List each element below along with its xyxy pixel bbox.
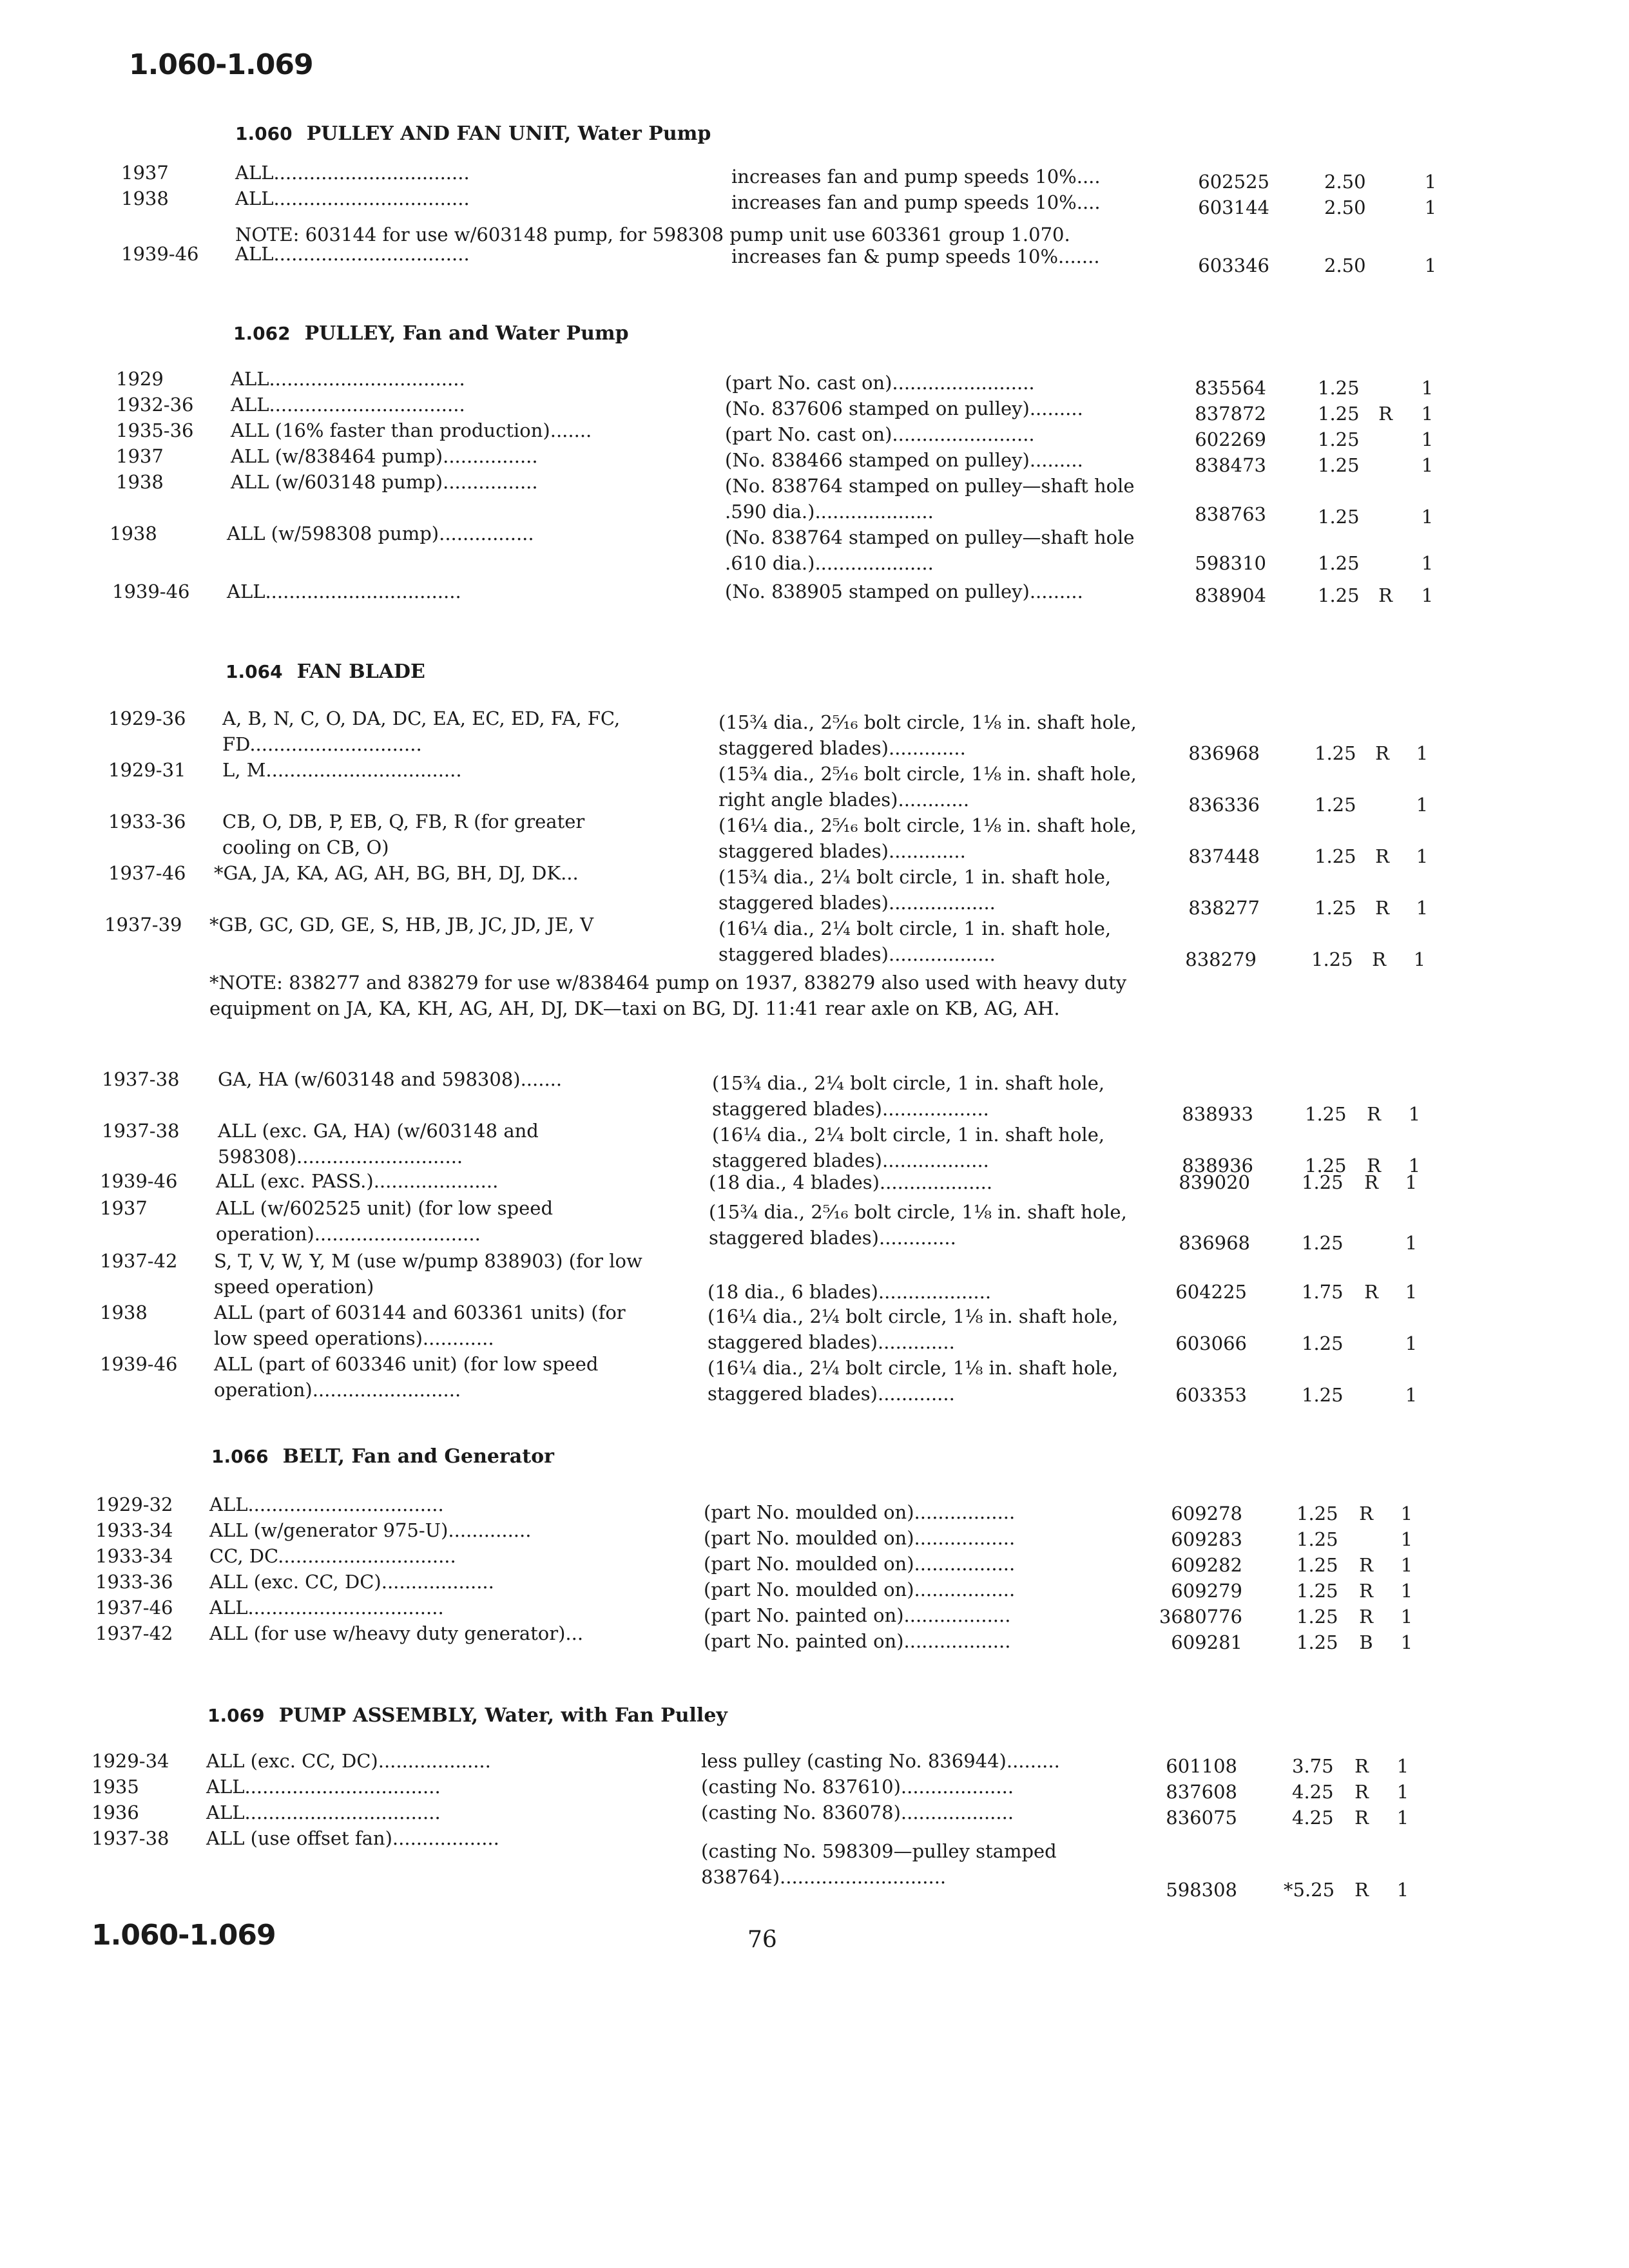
entry-model: ALL................................. [206,1802,441,1823]
entry-flag: R [1367,1103,1381,1125]
entry-model: ALL (part of 603144 and 603361 units) (for low speed operations)............ [214,1302,626,1349]
section-code: 1.062 [233,323,291,344]
entry-price: 1.25 [1305,1155,1347,1177]
entry-part: 609282 [1171,1554,1242,1576]
entry-flag: R [1378,584,1393,606]
entry-desc: (part No. moulded on)................. [704,1553,1016,1575]
entry-price: 1.25 [1315,845,1356,867]
entry-qty: 1 [1421,454,1434,476]
entry-part: 836968 [1188,742,1260,764]
entry-year: 1936 [92,1802,139,1823]
entry-model: ALL................................. [235,187,470,209]
entry-model: ALL (exc. CC, DC)................... [206,1750,491,1772]
entry-model: ALL (w/generator 975-U).............. [209,1519,532,1541]
entry-qty: 1 [1416,794,1429,816]
entry-desc: (No. 837606 stamped on pulley)......... [725,398,1083,419]
entry-year: 1929-36 [108,707,186,729]
entry-flag: R [1354,1879,1369,1901]
entry-price: 1.25 [1315,794,1356,816]
entry-qty: 1 [1421,552,1434,574]
entry-part: 603144 [1198,197,1269,218]
entry-desc: less pulley (casting No. 836944)......... [701,1750,1060,1772]
entry-year: 1929-31 [108,759,186,781]
entry-model: ALL................................. [231,394,465,416]
entry-qty: 1 [1413,948,1426,970]
entry-part: 838279 [1185,948,1257,970]
section-code: 1.060 [235,123,293,144]
entry-desc: (16¼ dia., 2¼ bolt circle, 1⅛ in. shaft hole, staggered blades)............. [708,1305,1119,1353]
entry-flag: R [1359,1503,1373,1524]
section-note: NOTE: 603144 for use w/603148 pump, for 598308 pump unit use 603361 group 1.070. [235,224,1070,245]
entry-price: 1.25 [1318,506,1360,528]
entry-model: CB, O, DB, P, EB, Q, FB, R (for greater cooling on CB, O) [222,811,585,858]
entry-model: ALL (exc. GA, HA) (w/603148 and 598308)............................ [218,1120,539,1168]
entry-price: 1.75 [1302,1281,1344,1303]
entry-part: 838277 [1188,897,1260,919]
entry-part: 598310 [1195,552,1266,574]
entry-price: 1.25 [1302,1332,1344,1354]
entry-flag: R [1359,1580,1373,1602]
entry-year: 1929-34 [92,1750,169,1772]
entry-year: 1929-32 [95,1494,173,1515]
entry-model: ALL (for use w/heavy duty generator)... [209,1622,584,1644]
entry-desc: (18 dia., 4 blades)................... [709,1171,993,1193]
entry-desc: (part No. moulded on)................. [704,1527,1016,1549]
entry-price: 2.50 [1324,255,1366,276]
entry-desc: (part No. moulded on)................. [704,1579,1016,1600]
entry-year: 1939-46 [100,1170,178,1192]
entry-model: GA, HA (w/603148 and 598308)....... [218,1068,563,1090]
entry-desc: (16¼ dia., 2¼ bolt circle, 1⅛ in. shaft hole, staggered blades)............. [708,1357,1119,1405]
entry-price: 1.25 [1315,742,1356,764]
entry-model: ALL (w/838464 pump)................ [231,445,538,467]
entry-flag: R [1372,948,1386,970]
entry-desc: (part No. painted on).................. [704,1604,1011,1626]
entry-flag: R [1375,897,1389,919]
page-number: 76 [747,1927,777,1953]
entry-year: 1939-46 [121,243,199,265]
entry-year: 1937-46 [95,1597,173,1619]
entry-desc: increases fan and pump speeds 10%.... [731,166,1101,187]
entry-qty: 1 [1421,584,1434,606]
entry-price: 1.25 [1315,897,1356,919]
section-title [211,1445,554,1468]
entry-model: A, B, N, C, O, DA, DC, EA, EC, ED, FA, FC, FD............................. [222,707,621,755]
entry-desc: (15¾ dia., 2⁵⁄₁₆ bolt circle, 1⅛ in. shaft hole, staggered blades)............. [709,1201,1127,1249]
entry-qty: 1 [1424,255,1437,276]
entry-model: ALL................................. [235,243,470,265]
entry-qty: 1 [1400,1503,1413,1524]
entry-year: 1932-36 [116,394,194,416]
entry-desc: (No. 838466 stamped on pulley)......... [725,449,1083,471]
entry-qty: 1 [1400,1554,1413,1576]
section-note: *NOTE: 838277 and 838279 for use w/838464 pump on 1937, 838279 also used with heavy duty equipment on JA, KA, KH, AG, AH, DJ, DK—taxi on BG, DJ. 11:41 rear axle on KB, AG, AH. [209,972,1127,1019]
entry-price: 1.25 [1318,377,1360,399]
entry-qty: 1 [1400,1606,1413,1628]
entry-year: 1937 [100,1197,148,1219]
entry-flag: R [1359,1606,1373,1628]
entry-qty: 1 [1400,1631,1413,1653]
entry-year: 1933-34 [95,1519,173,1541]
entry-part: 604225 [1175,1281,1247,1303]
entry-year: 1933-36 [108,811,186,832]
entry-qty: 1 [1396,1755,1409,1777]
entry-qty: 1 [1416,845,1429,867]
entry-qty: 1 [1408,1103,1421,1125]
entry-model: ALL................................. [231,368,465,390]
entry-price: 4.25 [1292,1807,1334,1829]
entry-qty: 1 [1396,1807,1409,1829]
entry-part: 837448 [1188,845,1260,867]
entry-price: 1.25 [1296,1528,1338,1550]
entry-part: 838936 [1182,1155,1253,1177]
entry-part: 603346 [1198,255,1269,276]
entry-desc: (16¼ dia., 2⁵⁄₁₆ bolt circle, 1⅛ in. shaft hole, staggered blades)............. [718,814,1137,862]
entry-qty: 1 [1400,1580,1413,1602]
entry-flag: R [1378,403,1393,425]
entry-price: 1.25 [1318,454,1360,476]
entry-price: 4.25 [1292,1781,1334,1803]
entry-year: 1939-46 [100,1353,178,1375]
entry-model: ALL (exc. CC, DC)................... [209,1571,494,1593]
entry-price: 1.25 [1318,428,1360,450]
entry-part: 835564 [1195,377,1266,399]
entry-price: 1.25 [1296,1503,1338,1524]
entry-model: ALL................................. [206,1776,441,1798]
entry-part: 601108 [1166,1755,1237,1777]
entry-price: 1.25 [1302,1171,1344,1193]
entry-model: L, M................................. [222,759,462,781]
entry-year: 1938 [100,1302,148,1323]
entry-year: 1938 [121,187,169,209]
page-footer-code: 1.060-1.069 [92,1919,276,1952]
entry-desc: (casting No. 837610)................... [701,1776,1014,1798]
entry-desc: (part No. cast on)........................ [725,372,1035,394]
entry-qty: 1 [1405,1232,1418,1254]
entry-flag: R [1364,1281,1378,1303]
entry-desc: (15¾ dia., 2¼ bolt circle, 1 in. shaft hole, staggered blades).................. [718,866,1112,914]
entry-desc: (16¼ dia., 2¼ bolt circle, 1 in. shaft hole, staggered blades).................. [718,918,1112,965]
entry-part: 839020 [1179,1171,1250,1193]
entry-year: 1937-39 [104,914,182,936]
entry-qty: 1 [1421,377,1434,399]
entry-part: 836968 [1179,1232,1250,1254]
entry-year: 1929 [116,368,164,390]
entry-part: 609279 [1171,1580,1242,1602]
entry-desc: (15¾ dia., 2⁵⁄₁₆ bolt circle, 1⅛ in. shaft hole, right angle blades)............ [718,763,1137,811]
entry-model: S, T, V, W, Y, M (use w/pump 838903) (for low speed operation) [214,1250,642,1298]
page-header-code: 1.060-1.069 [129,48,313,81]
section-name: PUMP ASSEMBLY, Water, with Fan Pulley [278,1704,728,1727]
entry-qty: 1 [1421,506,1434,528]
entry-price: 1.25 [1302,1232,1344,1254]
entry-part: 838763 [1195,503,1266,525]
entry-price: 1.25 [1318,552,1360,574]
entry-desc: (15¾ dia., 2⁵⁄₁₆ bolt circle, 1⅛ in. shaft hole, staggered blades)............. [718,711,1137,759]
entry-part: 838473 [1195,454,1266,476]
entry-model: ALL (exc. PASS.)..................... [216,1170,499,1192]
entry-year: 1933-34 [95,1545,173,1567]
entry-price: 1.25 [1296,1580,1338,1602]
section-name: PULLEY AND FAN UNIT, Water Pump [306,122,711,145]
entry-price: 1.25 [1296,1631,1338,1653]
section-name: FAN BLADE [296,660,425,683]
entry-part: 836075 [1166,1807,1237,1829]
entry-part: 836336 [1188,794,1260,816]
entry-model: ALL (w/603148 pump)................ [231,471,538,493]
entry-desc: (casting No. 598309—pulley stamped 838764)............................ [701,1840,1057,1888]
entry-part: 609283 [1171,1528,1242,1550]
entry-flag: R [1354,1781,1369,1803]
entry-model: ALL (w/602525 unit) (for low speed operation)............................ [216,1197,554,1245]
entry-desc: (casting No. 836078)................... [701,1802,1014,1823]
entry-price: 3.75 [1292,1755,1334,1777]
entry-price: 1.25 [1305,1103,1347,1125]
section-title [235,122,711,145]
entry-model: ALL (use offset fan).................. [206,1827,499,1849]
entry-model: ALL (16% faster than production)....... [231,419,592,441]
section-name: PULLEY, Fan and Water Pump [304,322,629,345]
entry-flag: R [1364,1171,1378,1193]
entry-part: 602269 [1195,428,1266,450]
entry-part: 837872 [1195,403,1266,425]
entry-model: ALL................................. [209,1597,444,1619]
entry-qty: 1 [1405,1281,1418,1303]
entry-qty: 1 [1396,1781,1409,1803]
section-code: 1.066 [211,1446,269,1467]
entry-desc: (16¼ dia., 2¼ bolt circle, 1 in. shaft hole, staggered blades).................. [712,1124,1105,1171]
entry-year: 1938 [116,471,164,493]
entry-part: 603066 [1175,1332,1247,1354]
entry-price: 1.25 [1318,584,1360,606]
entry-year: 1937 [116,445,164,467]
entry-part: 837608 [1166,1781,1237,1803]
entry-year: 1937-38 [102,1068,180,1090]
entry-flag: R [1354,1755,1369,1777]
entry-year: 1939-46 [112,581,190,602]
entry-qty: 1 [1400,1528,1413,1550]
entry-price: *5.25 [1284,1879,1335,1901]
entry-year: 1933-36 [95,1571,173,1593]
entry-part: 838904 [1195,584,1266,606]
entry-model: ALL (part of 603346 unit) (for low speed operation)......................... [214,1353,599,1401]
entry-year: 1938 [110,523,157,544]
entry-price: 2.50 [1324,171,1366,193]
entry-model: *GB, GC, GD, GE, S, HB, JB, JC, JD, JE, V [209,914,594,936]
entry-year: 1937-38 [92,1827,169,1849]
entry-desc: (No. 838905 stamped on pulley)......... [725,581,1083,602]
entry-part: 602525 [1198,171,1269,193]
entry-qty: 1 [1424,171,1437,193]
section-title [233,322,629,345]
entry-model: ALL................................. [209,1494,444,1515]
entry-part: 603353 [1175,1384,1247,1406]
entry-flag: R [1375,845,1389,867]
entry-year: 1937 [121,162,169,184]
entry-year: 1937-46 [108,862,186,884]
entry-year: 1937-42 [100,1250,178,1272]
entry-flag: R [1375,742,1389,764]
entry-year: 1937-42 [95,1622,173,1644]
entry-desc: (No. 838764 stamped on pulley—shaft hole .610 dia.).................... [725,526,1135,574]
entry-price: 1.25 [1296,1606,1338,1628]
section-code: 1.069 [207,1705,265,1726]
entry-qty: 1 [1405,1332,1418,1354]
entry-model: ALL................................. [227,581,461,602]
entry-flag: B [1359,1631,1373,1653]
entry-desc: increases fan and pump speeds 10%.... [731,191,1101,213]
entry-year: 1937-38 [102,1120,180,1142]
entry-qty: 1 [1421,428,1434,450]
entry-desc: (No. 838764 stamped on pulley—shaft hole .590 dia.).................... [725,475,1135,523]
entry-desc: (part No. moulded on)................. [704,1501,1016,1523]
entry-price: 1.25 [1302,1384,1344,1406]
entry-qty: 1 [1416,742,1429,764]
section-name: BELT, Fan and Generator [282,1445,554,1468]
entry-model: ALL (w/598308 pump)................ [227,523,534,544]
entry-desc: (15¾ dia., 2¼ bolt circle, 1 in. shaft hole, staggered blades).................. [712,1072,1105,1120]
entry-desc: (part No. painted on).................. [704,1630,1011,1652]
section-title [207,1704,728,1727]
entry-price: 1.25 [1296,1554,1338,1576]
entry-flag: R [1359,1554,1373,1576]
entry-qty: 1 [1424,197,1437,218]
entry-model: ALL................................. [235,162,470,184]
entry-qty: 1 [1405,1384,1418,1406]
entry-flag: R [1354,1807,1369,1829]
entry-qty: 1 [1421,403,1434,425]
entry-price: 1.25 [1318,403,1360,425]
entry-flag: R [1367,1155,1381,1177]
entry-year: 1935 [92,1776,139,1798]
entry-desc: (part No. cast on)........................ [725,423,1035,445]
section-code: 1.064 [226,661,283,682]
entry-part: 609278 [1171,1503,1242,1524]
entry-desc: (18 dia., 6 blades)................... [708,1281,992,1303]
entry-part: 609281 [1171,1631,1242,1653]
entry-model: CC, DC.............................. [209,1545,456,1567]
entry-part: 838933 [1182,1103,1253,1125]
entry-desc: increases fan & pump speeds 10%....... [731,245,1100,267]
entry-qty: 1 [1416,897,1429,919]
entry-price: 1.25 [1311,948,1353,970]
section-title [226,660,425,683]
entry-qty: 1 [1408,1155,1421,1177]
entry-qty: 1 [1396,1879,1409,1901]
entry-price: 2.50 [1324,197,1366,218]
entry-qty: 1 [1405,1171,1418,1193]
entry-model: *GA, JA, KA, AG, AH, BG, BH, DJ, DK... [214,862,579,884]
entry-year: 1935-36 [116,419,194,441]
entry-part: 598308 [1166,1879,1237,1901]
entry-part: 3680776 [1159,1606,1242,1628]
